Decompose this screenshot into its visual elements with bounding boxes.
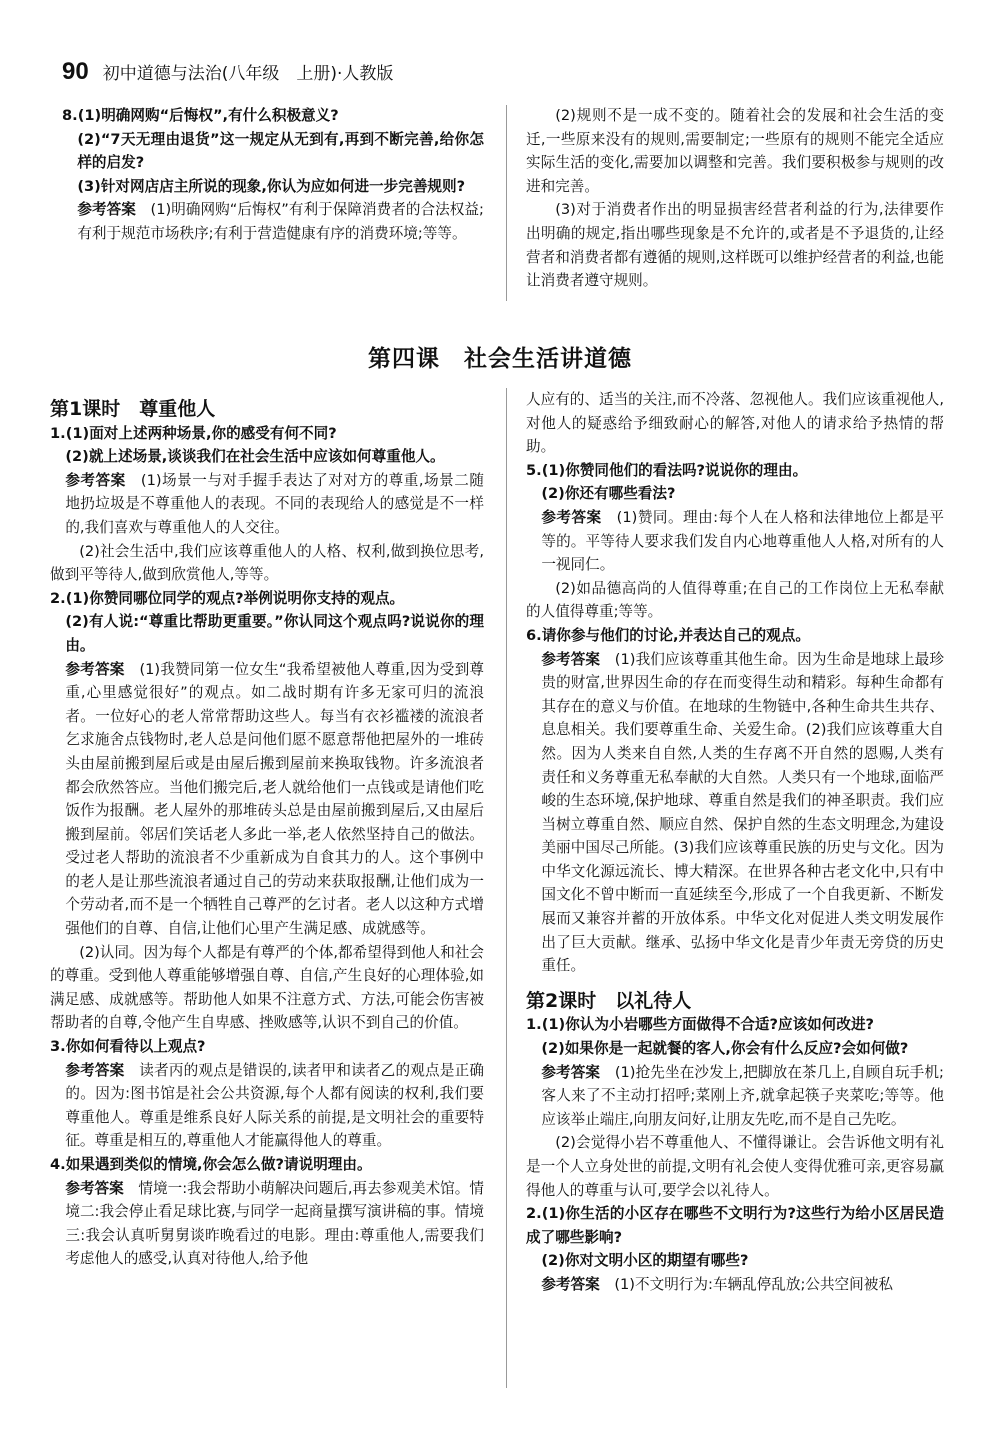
- question-2-2: (2)有人说:“尊重比帮助更重要。”你认同这个观点吗?说说你的理由。: [65, 613, 484, 654]
- question-r2-2: (2)你对文明小区的期望有哪些?: [541, 1252, 749, 1270]
- answer-1: 参考答案 (1)场景一与对手握手表达了对对方的尊重,场景二随地扔垃圾是不尊重他人的表现。不同的表现给人的感觉是不一样的,我们喜欢与尊重他人的人交往。: [65, 471, 484, 536]
- question-5-2: (2)你还有哪些看法?: [541, 485, 676, 503]
- column-divider-main: [506, 388, 507, 1388]
- lesson-title: 第四课 社会生活讲道德: [368, 346, 632, 372]
- book-title: 初中道德与法治(八年级 上册)·人教版: [102, 64, 394, 84]
- answer-4-continued: 人应有的、适当的关注,而不冷落、忽视他人。我们应该重视他人,对他人的疑惑给予细致耐心的解答,对他人的请求给予热情的帮助。: [526, 391, 944, 456]
- answer-5-2: (2)如品德高尚的人值得尊重;在自己的工作岗位上无私奉献的人值得尊重;等等。: [526, 579, 944, 621]
- top-left-column: [62, 104, 484, 246]
- answer-label: 参考答案: [77, 201, 136, 219]
- question-8-3: (3)针对网店店主所说的现象,你认为应如何进一步完善规则?: [77, 177, 466, 195]
- answer-8-3: (3)对于消费者作出的明显损害经营者利益的行为,法律要作出明确的规定,指出哪些现象是不允许的,或者是不予退货的,让经营者和消费者都有遵循的规则,这样既可以维护经营者的利益,也能让消费者遵守规则。: [526, 201, 944, 290]
- answer-r1: 参考答案 (1)抢先坐在沙发上,把脚放在茶几上,自顾自玩手机;客人来了不主动打招呼;菜刚上齐,就拿起筷子夹菜吃;等等。他应该举止端庄,向朋友问好,让朋友先吃,而不是自己先吃。: [541, 1063, 944, 1128]
- question-1-2: (2)就上述场景,谈谈我们在社会生活中应该如何尊重他人。: [65, 448, 445, 466]
- question-5-1: 5.(1)你赞同他们的看法吗?说说你的理由。: [526, 461, 808, 479]
- answer-label: 参考答案: [541, 650, 601, 668]
- question-8-1: 8.(1)明确网购“后悔权”,有什么积极意义?: [62, 107, 339, 124]
- page-header: [62, 58, 393, 88]
- answer-label: 参考答案: [541, 1275, 600, 1293]
- top-right-column: [526, 104, 944, 293]
- answer-label: 参考答案: [65, 660, 125, 678]
- question-r2-1: 2.(1)你生活的小区存在哪些不文明行为?这些行为给小区居民造成了哪些影响?: [526, 1205, 944, 1246]
- question-8-2: (2)“7天无理由退货”这一规定从无到有,再到不断完善,给你怎样的启发?: [77, 130, 484, 172]
- answer-2: 参考答案 (1)我赞同第一位女生“我希望被他人尊重,因为受到尊重,心里感觉很好”的观点。如二战时期有许多无家可归的流浪者。一位好心的老人常常帮助这些人。每当有衣衫褴褛的流浪者乞求施舍点钱物时,老人总是问他们愿不愿意帮他把屋外的一堆砖头由屋前搬到屋后或是由屋后搬到屋前来换取钱物。许多流浪者都会欣然答应。当他们搬完后,老人就给他们一点钱或是请他们吃饭作为报酬。老人屋外的那堆砖头总是由屋前搬到屋后,又由屋后搬到屋前。邻居们笑话老人多此一举,老人依然坚持自己的做法。受过老人帮助的流浪者不少重新成为自食其力的人。这个事例中的老人是让那些流浪者通过自己的劳动来获取报酬,让他们成为一个劳动者,而不是一个牺牲自己尊严的乞讨者。老人以这种方式增强他们的自尊、自信,让他们心里产生满足感、成就感等。: [65, 660, 484, 938]
- answer-r2: 参考答案 (1)不文明行为:车辆乱停乱放;公共空间被私: [541, 1275, 893, 1293]
- question-r1-1: 1.(1)你认为小岩哪些方面做得不合适?应该如何改进?: [526, 1016, 875, 1034]
- question-4: 4.如果遇到类似的情境,你会怎么做?请说明理由。: [50, 1156, 372, 1173]
- question-3: 3.你如何看待以上观点?: [50, 1038, 206, 1056]
- question-6: 6.请你参与他们的讨论,并表达自己的观点。: [526, 626, 810, 644]
- answer-1-2: (2)社会生活中,我们应该尊重他人的人格、权利,做到换位思考,做到平等待人,做到欣赏他人,等等。: [50, 542, 484, 584]
- answer-4: 参考答案 情境一:我会帮助小萌解决问题后,再去参观美术馆。情境二:我会停止看足球比赛,与同学一起商量撰写演讲稿的事。情境三:我会认真听舅舅谈昨晚看过的电影。理由:尊重他人,需要我们考虑他人的感受,认真对待他人,给予他: [65, 1179, 484, 1268]
- session-2-title: 第2课时 以礼待人: [526, 989, 692, 1012]
- answer-2-2: (2)认同。因为每个人都是有尊严的个体,都希望得到他人和社会的尊重。受到他人尊重能够增强自尊、自信,产生良好的心理体验,如满足感、成就感等。帮助他人如果不注意方式、方法,可能会伤害被帮助者的自尊,令他产生自卑感、挫败感等,认识不到自己的价值。: [50, 943, 484, 1032]
- answer-label: 参考答案: [65, 1061, 125, 1079]
- main-right-column: [526, 388, 944, 1297]
- answer-label: 参考答案: [65, 471, 126, 489]
- question-2-1: 2.(1)你赞同哪位同学的观点?举例说明你支持的观点。: [50, 589, 405, 607]
- question-1-1: 1.(1)面对上述两种场景,你的感受有何不同?: [50, 424, 337, 442]
- answer-5: 参考答案 (1)赞同。理由:每个人在人格和法律地位上都是平等的。平等待人要求我们发自内心地尊重他人人格,对所有的人一视同仁。: [541, 508, 944, 574]
- answer-8-2: (2)规则不是一成不变的。随着社会的发展和社会生活的变迁,一些原来没有的规则,需要制定;一些原有的规则不能完全适应实际生活的变化,需要加以调整和完善。我们要积极参与规则的改进和完善。: [526, 107, 944, 195]
- answer-3: 参考答案 读者丙的观点是错误的,读者甲和读者乙的观点是正确的。因为:图书馆是社会公共资源,每个人都有阅读的权利,我们要尊重他人。尊重是维系良好人际关系的前提,是文明社会的重要特征。尊重是相互的,尊重他人才能赢得他人的尊重。: [65, 1061, 484, 1150]
- main-left-column: [50, 398, 484, 1271]
- answer-8: [62, 198, 484, 245]
- answer-label: 参考答案: [65, 1179, 124, 1197]
- column-divider-top: [506, 105, 507, 301]
- page-number: 90: [62, 58, 89, 85]
- session-1-title: 第1课时 尊重他人: [50, 398, 216, 420]
- answer-label: 参考答案: [541, 508, 602, 526]
- question-r1-2: (2)如果你是一起就餐的客人,你会有什么反应?会如何做?: [541, 1040, 909, 1058]
- answer-label: 参考答案: [541, 1063, 601, 1081]
- answer-text: (1)明确网购“后悔权”有利于保障消费者的合法权益;有利于规范市场秩序;有利于营造健康有序的消费环境;等等。: [77, 201, 484, 242]
- answer-6: 参考答案 (1)我们应该尊重其他生命。因为生命是地球上最珍贵的财富,世界因生命的存在而变得生动和精彩。每种生命都有其存在的意义与价值。在地球的生物链中,各种生命共生共存、息息相关。我们要尊重生命、关爱生命。(2)我们应该尊重大自然。因为人类来自自然,人类的生存离不开自然的恩赐,人类有责任和义务尊重无私奉献的大自然。人类只有一个地球,面临严峻的生态环境,保护地球、尊重自然是我们的神圣职责。我们应当树立尊重自然、顺应自然、保护自然的生态文明理念,为建设美丽中国尽己所能。(3)我们应该尊重民族的历史与文化。因为中华文化源远流长、博大精深。在世界各种古老文化中,只有中国文化不曾中断而一直延续至今,形成了一个自我更新、不断发展而又兼容并蓄的开放体系。中华文化对促进人类文明发展作出了巨大贡献。继承、弘扬中华文化是青少年责无旁贷的历史重任。: [541, 650, 944, 975]
- answer-r1-2: (2)会觉得小岩不尊重他人、不懂得谦让。会告诉他文明有礼是一个人立身处世的前提,文明有礼会使人变得优雅可亲,更容易赢得他人的尊重与认可,要学会以礼待人。: [526, 1134, 944, 1199]
